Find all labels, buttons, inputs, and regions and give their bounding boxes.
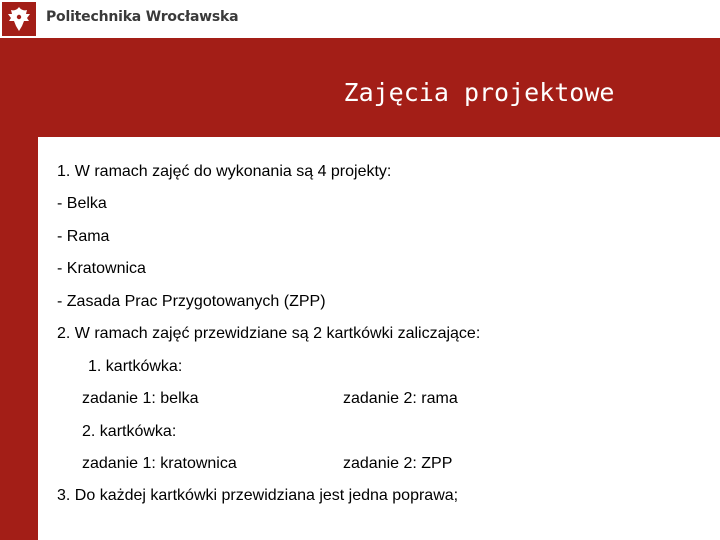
- slide-title: Zajęcia projektowe: [343, 78, 615, 107]
- project-item-belka: - Belka: [57, 195, 107, 212]
- project-item-kratownica: - Kratownica: [57, 260, 146, 277]
- quiz-2-task-1: zadanie 1: kratownica: [82, 455, 237, 472]
- left-accent-strip: [0, 38, 38, 540]
- brand-name: Politechnika Wrocławska: [46, 9, 239, 25]
- university-eagle-logo-icon: [2, 2, 36, 36]
- quiz-2-task-2: zadanie 2: ZPP: [343, 455, 453, 472]
- list-item-2: 2. W ramach zajęć przewidziane są 2 kartkówki zaliczające:: [57, 325, 481, 342]
- header-bar: [0, 0, 720, 38]
- quiz-1-label: 1. kartkówka:: [88, 358, 183, 375]
- quiz-1-task-2: zadanie 2: rama: [343, 390, 458, 407]
- list-item-1: 1. W ramach zajęć do wykonania są 4 projekty:: [57, 163, 392, 180]
- list-item-3: 3. Do każdej kartkówki przewidziana jest jedna poprawa;: [57, 487, 459, 504]
- quiz-1-task-1: zadanie 1: belka: [82, 390, 199, 407]
- project-item-rama: - Rama: [57, 228, 110, 245]
- quiz-2-label: 2. kartkówka:: [82, 423, 177, 440]
- project-item-zpp: - Zasada Prac Przygotowanych (ZPP): [57, 293, 326, 310]
